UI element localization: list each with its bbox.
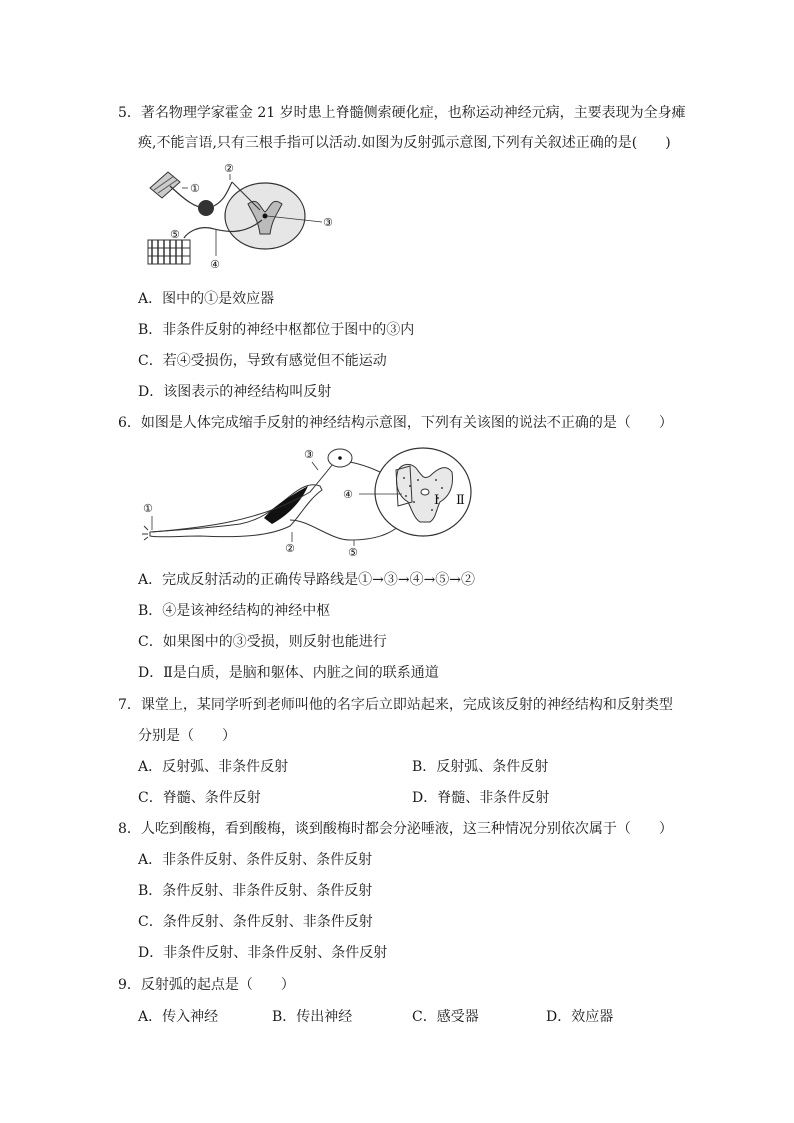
q9-option-b[interactable]: B．传出神经 <box>272 1009 353 1025</box>
q6-option-a[interactable]: A．完成反射活动的正确传导路线是①→③→④→⑤→② <box>138 572 476 588</box>
q9-stem: 9．反射弧的起点是（ ） <box>118 977 295 993</box>
q5-label-4: ④ <box>210 258 220 271</box>
q9-option-a[interactable]: A．传入神经 <box>138 1009 219 1025</box>
q5-label-3: ③ <box>323 216 333 229</box>
q6-reflex-figure <box>140 440 490 560</box>
q6-option-c[interactable]: C．如果图中的③受损，则反射也能进行 <box>138 634 387 650</box>
q7-stem-line2: 分别是（ ） <box>138 728 236 744</box>
q6-arm <box>150 485 322 537</box>
q6-label-5: ⑤ <box>348 546 358 559</box>
q9-option-c[interactable]: C．感受器 <box>412 1009 479 1025</box>
q5-option-b[interactable]: B．非条件反射的神经中枢都位于图中的③内 <box>138 322 415 338</box>
q6-label-II: Ⅱ <box>456 493 465 508</box>
q5-label-1: ① <box>190 182 200 195</box>
q7-option-a[interactable]: A．反射弧、非条件反射 <box>138 759 289 775</box>
q6-stem: 6．如图是人体完成缩手反射的神经结构示意图，下列有关该图的说法不正确的是（ ） <box>118 415 673 431</box>
q5-option-c[interactable]: C．若④受损伤，导致有感觉但不能运动 <box>138 353 387 369</box>
q5-label-2: ② <box>224 162 234 175</box>
q6-label-I: Ⅰ <box>434 493 440 508</box>
q8-option-d[interactable]: D．非条件反射、非条件反射、条件反射 <box>138 945 388 961</box>
q6-label-1: ① <box>143 502 153 515</box>
q7-stem-line1: 7．课堂上，某同学听到老师叫他的名字后立即站起来，完成该反射的神经结构和反射类型 <box>118 697 673 713</box>
q5-stem-line1: 5．著名物理学家霍金 21 岁时患上脊髓侧索硬化症，也称运动神经元病，主要表现为全身瘫 <box>118 105 686 121</box>
q6-label-2: ② <box>285 542 295 555</box>
q8-option-b[interactable]: B．条件反射、非条件反射、条件反射 <box>138 883 373 899</box>
q7-option-d[interactable]: D．脊髓、非条件反射 <box>412 790 550 806</box>
q9-option-d[interactable]: D．效应器 <box>546 1009 614 1025</box>
q6-option-b[interactable]: B．④是该神经结构的神经中枢 <box>138 603 331 619</box>
q8-stem: 8．人吃到酸梅，看到酸梅，谈到酸梅时都会分泌唾液，这三种情况分别依次属于（ ） <box>118 821 673 837</box>
q7-option-c[interactable]: C．脊髓、条件反射 <box>138 790 261 806</box>
q8-option-a[interactable]: A．非条件反射、条件反射、条件反射 <box>138 852 373 868</box>
q8-option-c[interactable]: C．条件反射、条件反射、非条件反射 <box>138 914 373 930</box>
q5-label-5: ⑤ <box>170 228 180 241</box>
q6-label-4: ④ <box>343 488 353 501</box>
q5-reflex-arc-figure <box>140 160 350 280</box>
q6-option-d[interactable]: D．Ⅱ是白质，是脑和躯体、内脏之间的联系通道 <box>138 665 439 681</box>
q5-receptor-skin <box>150 172 180 198</box>
q5-effector-muscle <box>148 240 190 264</box>
q7-option-b[interactable]: B．反射弧、条件反射 <box>412 759 549 775</box>
q5-option-d[interactable]: D．该图表示的神经结构叫反射 <box>138 384 332 400</box>
q6-label-3: ③ <box>304 448 314 461</box>
q5-ganglion <box>198 200 214 216</box>
q5-stem-line2: 痪,不能言语,只有三根手指可以活动.如图为反射弧示意图,下列有关叙述正确的是( ) <box>138 135 671 151</box>
q5-option-a[interactable]: A．图中的①是效应器 <box>138 291 275 307</box>
